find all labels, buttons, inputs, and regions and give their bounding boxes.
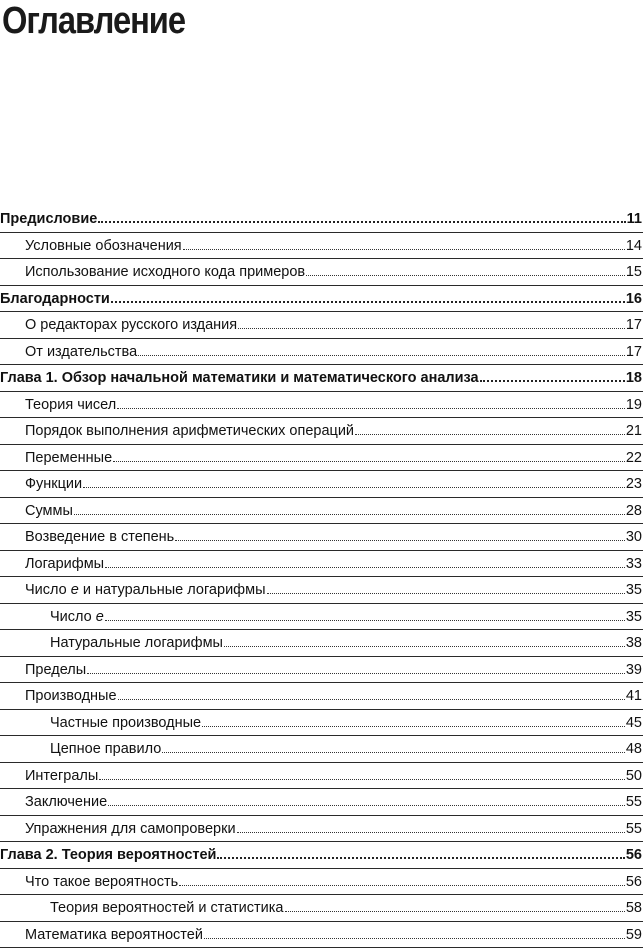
toc-entry[interactable] xyxy=(0,869,643,896)
toc-entry-page-number: 56 xyxy=(626,869,643,896)
dot-leader xyxy=(138,346,625,356)
toc-entry[interactable] xyxy=(0,551,643,578)
dot-leader xyxy=(204,929,625,939)
toc-entry-page-number: 30 xyxy=(626,524,643,551)
toc-entry[interactable] xyxy=(0,418,643,445)
dot-leader xyxy=(267,584,625,594)
toc-entry-label: Число e xyxy=(50,604,104,631)
dot-leader xyxy=(105,611,625,621)
dot-leader xyxy=(98,213,625,223)
toc-entry-page-number: 21 xyxy=(626,418,643,445)
toc-entry-label: Частные производные xyxy=(50,710,201,737)
toc-entry[interactable] xyxy=(0,524,643,551)
toc-entry-page-number: 14 xyxy=(626,233,643,260)
toc-entry-page-number: 39 xyxy=(626,657,643,684)
toc-entry[interactable] xyxy=(0,816,643,843)
toc-entry-page-number: 41 xyxy=(626,683,643,710)
toc-entry[interactable] xyxy=(0,710,643,737)
toc-entry[interactable] xyxy=(0,233,643,260)
toc-entry-label: Глава 1. Обзор начальной математики и математического анализа xyxy=(0,365,479,392)
toc-entry[interactable] xyxy=(0,630,643,657)
toc-entry-page-number: 28 xyxy=(626,498,643,525)
toc-entry[interactable] xyxy=(0,286,643,313)
toc-entry-label: Цепное правило xyxy=(50,736,161,763)
toc-entry-page-number: 33 xyxy=(626,551,643,578)
dot-leader xyxy=(111,293,625,303)
dot-leader xyxy=(99,770,625,780)
dot-leader xyxy=(285,902,625,912)
toc-entry-label: Использование исходного кода примеров xyxy=(25,259,305,286)
toc-entry-page-number: 56 xyxy=(626,842,643,869)
toc-entry-label: Логарифмы xyxy=(25,551,104,578)
dot-leader xyxy=(162,743,625,753)
toc-entry[interactable] xyxy=(0,736,643,763)
dot-leader xyxy=(117,399,625,409)
toc-entry-label: Математика вероятностей xyxy=(25,922,203,948)
toc-entry-page-number: 48 xyxy=(626,736,643,763)
dot-leader xyxy=(108,796,625,806)
toc-entry[interactable] xyxy=(0,895,643,922)
toc-entry-label: Возведение в степень xyxy=(25,524,174,551)
dot-leader xyxy=(237,823,625,833)
toc-entry[interactable] xyxy=(0,206,643,233)
toc-entry[interactable] xyxy=(0,683,643,710)
dot-leader xyxy=(217,849,624,859)
dot-leader xyxy=(202,717,625,727)
dot-leader xyxy=(480,372,625,382)
table-of-contents xyxy=(0,206,643,948)
dot-leader xyxy=(113,452,625,462)
toc-entry-label: Пределы xyxy=(25,657,86,684)
toc-entry-page-number: 18 xyxy=(626,365,643,392)
toc-entry-page-number: 58 xyxy=(626,895,643,922)
toc-entry[interactable] xyxy=(0,789,643,816)
toc-entry-page-number: 19 xyxy=(626,392,643,419)
toc-entry[interactable] xyxy=(0,842,643,869)
dot-leader xyxy=(306,266,625,276)
toc-entry-label: Число e и натуральные логарифмы xyxy=(25,577,266,604)
dot-leader xyxy=(83,478,625,488)
toc-entry[interactable] xyxy=(0,471,643,498)
toc-entry-page-number: 17 xyxy=(626,339,643,366)
toc-entry-page-number: 16 xyxy=(626,286,643,313)
dot-leader xyxy=(224,637,625,647)
toc-entry-page-number: 23 xyxy=(626,471,643,498)
dot-leader xyxy=(175,531,625,541)
toc-entry-page-number: 38 xyxy=(626,630,643,657)
toc-entry-page-number: 17 xyxy=(626,312,643,339)
toc-entry-label: Производные xyxy=(25,683,117,710)
dot-leader xyxy=(183,240,625,250)
toc-entry-label: О редакторах русского издания xyxy=(25,312,237,339)
dot-leader xyxy=(179,876,625,886)
toc-entry[interactable] xyxy=(0,604,643,631)
toc-entry-label: Предисловие xyxy=(0,206,97,233)
toc-entry[interactable] xyxy=(0,259,643,286)
toc-entry[interactable] xyxy=(0,498,643,525)
toc-entry-label: Интегралы xyxy=(25,763,98,790)
dot-leader xyxy=(355,425,625,435)
toc-entry-label: Функции xyxy=(25,471,82,498)
toc-entry-page-number: 55 xyxy=(626,816,643,843)
dot-leader xyxy=(74,505,625,515)
toc-entry-label: Теория чисел xyxy=(25,392,116,419)
toc-entry[interactable] xyxy=(0,339,643,366)
toc-entry-page-number: 15 xyxy=(626,259,643,286)
toc-entry[interactable] xyxy=(0,365,643,392)
toc-entry-page-number: 55 xyxy=(626,789,643,816)
dot-leader xyxy=(118,690,625,700)
dot-leader xyxy=(238,319,625,329)
toc-entry-page-number: 22 xyxy=(626,445,643,472)
toc-entry[interactable] xyxy=(0,577,643,604)
toc-entry-page-number: 11 xyxy=(627,206,643,233)
toc-entry[interactable] xyxy=(0,922,643,948)
toc-entry-label: Заключение xyxy=(25,789,107,816)
toc-entry[interactable] xyxy=(0,657,643,684)
toc-entry-page-number: 59 xyxy=(626,922,643,948)
toc-entry-label: Что такое вероятность xyxy=(25,869,178,896)
toc-entry-label: Упражнения для самопроверки xyxy=(25,816,236,843)
toc-entry-label: Переменные xyxy=(25,445,112,472)
toc-entry-label: Суммы xyxy=(25,498,73,525)
toc-entry[interactable] xyxy=(0,392,643,419)
toc-entry-page-number: 50 xyxy=(626,763,643,790)
toc-entry[interactable] xyxy=(0,763,643,790)
toc-entry-label: Натуральные логарифмы xyxy=(50,630,223,657)
toc-entry-page-number: 35 xyxy=(626,604,643,631)
toc-entry-label: Условные обозначения xyxy=(25,233,182,260)
toc-entry-label: Благодарности xyxy=(0,286,110,313)
toc-entry-page-number: 45 xyxy=(626,710,643,737)
toc-entry[interactable] xyxy=(0,312,643,339)
toc-entry-label: Порядок выполнения арифметических операций xyxy=(25,418,354,445)
toc-entry-label: От издательства xyxy=(25,339,137,366)
dot-leader xyxy=(105,558,625,568)
toc-entry-label: Глава 2. Теория вероятностей xyxy=(0,842,216,869)
page-title: Оглавление xyxy=(2,0,185,44)
dot-leader xyxy=(87,664,625,674)
toc-entry[interactable] xyxy=(0,445,643,472)
toc-entry-page-number: 35 xyxy=(626,577,643,604)
toc-entry-label: Теория вероятностей и статистика xyxy=(50,895,284,922)
